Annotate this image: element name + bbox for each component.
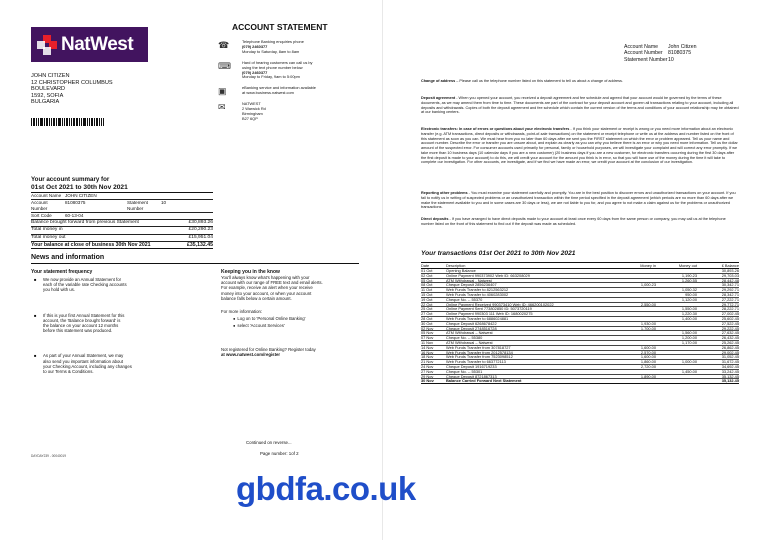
tx-balance: 29,772.71 — [697, 302, 739, 307]
tx-date: 05 Nov — [421, 331, 446, 336]
customer-address — [31, 73, 113, 106]
tx-date: 01 Oct — [421, 269, 446, 274]
tx-balance: 31,052.45 — [697, 355, 739, 360]
tx-balance: 25,602.45 — [697, 316, 739, 321]
tx-balance: 30,342.71 — [697, 283, 739, 288]
tx-date: 16 Nov — [421, 350, 446, 355]
account-meta — [624, 44, 697, 63]
tx-description: Web Funds Transfer from 2012578134 — [446, 350, 611, 355]
tx-date: 11 Nov — [421, 340, 446, 345]
news-sub-bullet: ● Log on to 'Personal Online Banking' — [233, 316, 306, 322]
tx-date: 18 Nov — [421, 355, 446, 360]
tx-money-out: 1,050.32 — [656, 288, 697, 293]
tx-description: ATM Withdrawal – Natwest — [446, 331, 611, 336]
tx-balance: 28,442.48 — [697, 278, 739, 283]
statement-frequency-heading: Your statement frequency — [31, 269, 93, 275]
news-bullet: ■ If this is your first Annual Statement for this account, the 'Balance brought forward' is the balance on your account 12 months before this statement was produced. — [31, 313, 217, 334]
tx-description: Opening Balance — [446, 269, 611, 274]
tx-money-in: 1,890.00 — [611, 374, 656, 379]
tx-money-in: 1,930.00 — [611, 321, 656, 326]
address-line: BULGARIA — [31, 99, 60, 106]
tx-money-out: 950.00 — [656, 292, 697, 297]
textphone-contact: ⌨ Hard of hearing customers can call us by using the text phone number below (079) 2460377 Monday to Friday, 9am to 5:00pm — [218, 59, 313, 80]
electronic-transfers-note: Electronic transfers: In case of errors or questions about your electronic transfers - If you think your statement or receipt is wrong or you need more information about an electronic transfer (e.g. ATM transactions, direct deposits or withdrawals, point-of-sale transactions) on the statement or receipt telephone or write us at the address and number listed on the front of this statement as soon as you can. We must hear from you no later than 60 days after we sent you the FIRST statement on which the error or problem appeared. Tell us your name and account number. Describe the error or transfer you are unsure about, and explain as clearly as you can why you believe there is an error or why you need more information. Tell us the dollar amount of the suspected error. For consumer accounts used primarily for personal, family or household purposes, we will investigate your complaint and will correct any error promptly. If we take more than 10 business days (10 calendar days if you are a new customer) (20 business days if you are a new customer, for electronic transfers occurring during the first 30 days after the first deposit is made to your account) to do this, we will credit your account for the amount you think is in error, so that you will have use of the money during the time it will take to complete our investigation. For other accounts, we investigate, and if we find we have made an error, we credit your account at the conclusion of our investigation. — [421, 127, 738, 165]
phone-contact: ☎ Telephone Banking enquiries phone (079) 2460377 Monday to Saturday, 8am to 8am — [218, 39, 304, 54]
envelope-icon: ✉ — [218, 102, 226, 113]
transactions-table — [421, 262, 739, 384]
keeping-informed-heading: Keeping you in the know — [221, 269, 280, 275]
tx-balance: 35,132.45 — [697, 374, 739, 379]
tx-date: 21 Nov — [421, 360, 446, 365]
tx-description: Cheque Deposit 6268678422 — [446, 321, 611, 326]
change-of-address-note: Change of address – Please call us the telephone number listed on this statement to tell us about a change of address. — [421, 79, 623, 83]
tx-balance: 25,262.45 — [697, 340, 739, 345]
tx-date: 30 Nov — [421, 379, 446, 384]
tx-description: Web Funds Transfer to 6886024881 — [446, 316, 611, 321]
bank-name: NatWest — [61, 33, 134, 55]
account-summary — [31, 176, 213, 249]
keeping-informed-column: Keeping you in the know You'll always know what's happening with your account with our range of FREE text and email alerts. For example, receive an alert when your receive money into your account, or when your account balance falls below a certain amount. For more information: ● Log on to 'Personal Online Banking' ● select 'Account Services' Not registered for Online Banking? Register today at www.natwest.com/register — [217, 269, 357, 374]
tx-balance: 28,222.71 — [697, 307, 739, 312]
tx-balance: 29,292.71 — [697, 288, 739, 293]
watermark-text: gbdfa.co.uk — [236, 470, 416, 507]
tx-money-out: 1,120.00 — [656, 297, 697, 302]
tx-date: 27 Nov — [421, 369, 446, 374]
computer-icon: ▣ — [218, 86, 227, 97]
tx-description: Web Funds Transfer to 4060283002 — [446, 292, 611, 297]
tx-description: Online Payment 990373902 Web ID: 663208029 — [446, 273, 611, 278]
summary-period: 01st Oct 2021 to 30th Nov 2021 — [31, 184, 128, 191]
document-title: ACCOUNT STATEMENT — [232, 22, 328, 32]
tx-date: 25 Oct — [421, 307, 446, 312]
address-line: JOHN CITIZEN — [31, 73, 70, 79]
tx-money-in: 2,570.00 — [611, 350, 656, 355]
online-contact: ▣ eBanking service and information available at www.business.natwest.com — [218, 85, 316, 97]
tx-balance: 30,893.26 — [697, 269, 739, 274]
summary-money-out: Total money out £15,951.04 — [31, 235, 213, 242]
news-bullet: ■ As part of your Annual Statement, we may also send you important information about your Checking Account, including any changes to our Terms & Conditions. — [31, 353, 217, 374]
tx-description: ATM Withdrawal – Natwest — [446, 340, 611, 345]
statement-reverse-page — [382, 0, 764, 540]
col-header-money-in: Money in — [611, 263, 656, 269]
summary-account-name: Account Name JOHN CITIZEN — [31, 192, 213, 200]
tx-date: 29 Nov — [421, 374, 446, 379]
tx-description: Web Funds Transfer from 7523098512 — [446, 355, 611, 360]
textphone-icon: ⌨ — [218, 60, 231, 71]
register-link[interactable]: at www.natwest.com/register — [221, 351, 281, 357]
tx-description: Balance Carried Forward Next Statement — [446, 379, 611, 384]
news-bullet: ■ We now provide an Annual Statement for each of the variable rate Checking accounts you hold with us. — [31, 277, 217, 293]
tx-money-in: 2,720.00 — [611, 364, 656, 369]
tx-balance: 28,342.71 — [697, 292, 739, 297]
tx-date: 05 Oct — [421, 278, 446, 283]
tx-money-in: 1,600.00 — [611, 345, 656, 350]
tx-money-out: 1,400.00 — [656, 316, 697, 321]
tx-date: 14 Nov — [421, 345, 446, 350]
tx-balance: 29,703.03 — [697, 273, 739, 278]
tx-money-out: 1,220.30 — [656, 312, 697, 317]
table-row — [421, 379, 739, 384]
news-title: News and information — [31, 254, 359, 264]
col-header-date: Date — [421, 263, 446, 269]
meta-row: Account Name John Citizen — [624, 44, 697, 50]
col-header-money-out: Money out — [656, 263, 697, 269]
telephone-icon: ☎ — [218, 40, 230, 50]
tx-balance: 26,862.45 — [697, 345, 739, 350]
tx-description: Online Payment Sent 773802850 ID: 5073720119 — [446, 307, 611, 312]
tx-money-in: 1,860.00 — [611, 360, 656, 365]
tx-date: 02 Oct — [421, 273, 446, 278]
tx-balance: 27,632.45 — [697, 331, 739, 336]
deposit-agreement-note: Deposit agreement - When you opened your account, you received a deposit agreement and fee schedule and agreed that your account would be governed by the terms of these documents, as we may amend them from time to time. These documents are part of the contract for your deposit account and govern all transactions relating to your account, including all deposits and withdrawals. Copies of both the deposit agreement and fee schedule which contain the current version of the terms and conditions of your account relationship may be obtained at our banking centers. — [421, 96, 739, 115]
tx-money-out: 1,200.00 — [656, 336, 697, 341]
page-number: Page number: 1of 2 — [260, 451, 299, 456]
tx-date: 07 Nov — [421, 336, 446, 341]
reporting-problems-note: Reporting other problems - You must examine your statement carefully and promptly. You are in the best position to discover errors and unauthorized transactions on your account. If you fail to notify us in writing of suspected problems or an unauthorized transaction within the time period specified in the deposit agreement (which periods are no more than 60 days after we make the statement available to you and in some cases are 30 days or less), we are not liable to you for, and you agree to not make a claim against us for the problems or unauthorized transactions. — [421, 191, 736, 210]
continued-note: Continued on reverse... — [246, 440, 292, 445]
statement-frequency-column — [31, 269, 217, 374]
tx-money-out: 1,550.00 — [656, 307, 697, 312]
address-line: BOULEVARD — [31, 86, 66, 93]
tx-balance: 34,692.45 — [697, 364, 739, 369]
news-sub-bullet: ● select 'Account Services' — [233, 323, 285, 329]
col-header-description: Description — [446, 263, 611, 269]
tx-description: Cheque No. -- 55380 — [446, 336, 611, 341]
postal-contact: ✉ NATWEST 2 Warwick Rd Birmingham B27 6QP — [218, 101, 266, 121]
tx-balance: 26,432.45 — [697, 336, 739, 341]
news-and-information — [31, 254, 359, 374]
summary-account-number: Account Number 81080375 Statement Number 10 — [31, 200, 213, 213]
tx-description: Cheque No. -- 55301 — [446, 369, 611, 374]
col-header-balance: £ Balance — [697, 263, 739, 269]
tx-description: Cheque No. -- 55370 — [446, 297, 611, 302]
direct-deposits-note: Direct deposits - If you have arranged to have direct deposits made to your account at least once every 60 days from the same person or company, you may call us at the telephone number listed on the front of this statement to find out if the deposit was made as scheduled. — [421, 217, 726, 226]
tx-money-out — [656, 379, 697, 384]
address-line: 1592, SOFIA — [31, 92, 64, 99]
tx-balance: 27,222.71 — [697, 297, 739, 302]
contact-details — [216, 40, 376, 128]
tx-balance: 27,002.45 — [697, 312, 739, 317]
summary-balance-forward: Balance brought forward from previous Statement £30,893.26 — [31, 220, 213, 227]
tx-date: 19 Oct — [421, 297, 446, 302]
postal-barcode — [31, 118, 105, 126]
tx-date: 30 Oct — [421, 321, 446, 326]
tx-balance: 31,672.45 — [697, 360, 739, 365]
summary-money-in: Total money in £20,290.23 — [31, 227, 213, 234]
tx-money-in: 1,700.00 — [611, 326, 656, 331]
tx-description: Web Funds Transfer to 663772113 — [446, 360, 611, 365]
tx-money-out: 1,000.00 — [656, 360, 697, 365]
tx-description: Web Funds Transfer to 8212563212 — [446, 288, 611, 293]
tx-money-out: 1,190.23 — [656, 273, 697, 278]
tx-balance: 35,132.45 — [697, 379, 739, 384]
summary-sort-code: Sort Code 60-13-04 — [31, 213, 213, 220]
tx-date: 02 Nov — [421, 326, 446, 331]
meta-row: Statement Number 10 — [624, 56, 674, 63]
tx-date: 11 Oct — [421, 288, 446, 293]
tx-balance: 33,242.45 — [697, 369, 739, 374]
tx-money-out: 1,260.55 — [656, 278, 697, 283]
tx-date: 27 Oct — [421, 312, 446, 317]
tx-description: Online Payment Received 990373410 Web ID: 466200102022 — [446, 302, 611, 307]
meta-row: Account Number 81080375 — [624, 50, 692, 57]
address-line: 12 CHRISTOPHER COLUMBUS — [31, 79, 113, 86]
tx-balance: 29,002.45 — [697, 350, 739, 355]
summary-title: Your account summary for — [31, 176, 110, 183]
tx-money-in: 1,000.23 — [611, 283, 656, 288]
tx-description: Cheque Deposit 2856236407 — [446, 283, 611, 288]
transactions-title: Your transactions 01st Oct 2021 to 30th Nov 2021 — [421, 250, 576, 257]
tx-money-in: 2,550.00 — [611, 302, 656, 307]
tx-date: 08 Oct — [421, 283, 446, 288]
tx-description: Cheque Deposit 8721867313 — [446, 374, 611, 379]
tx-balance: 27,522.45 — [697, 321, 739, 326]
tx-date: 22 Oct — [421, 302, 446, 307]
tx-money-out: 1,170.00 — [656, 340, 697, 345]
natwest-cubes-icon — [37, 35, 57, 55]
tx-date: 28 Oct — [421, 316, 446, 321]
tx-description: Web Funds Transfer from 307818727 — [446, 345, 611, 350]
transactions-section — [421, 250, 739, 384]
tx-description: Online Payment 990303 111 Web ID: 1680020275 — [446, 312, 611, 317]
tx-date: 24 Nov — [421, 364, 446, 369]
tx-money-in: 1,600.00 — [611, 355, 656, 360]
tx-money-in — [611, 379, 656, 384]
tx-balance: 29,222.45 — [697, 326, 739, 331]
summary-closing-balance: Your balance at close of business 30th Nov 2021 £35,132.45 — [31, 241, 213, 248]
tx-description: ATM Withdrawal - Natwest — [446, 278, 611, 283]
tx-date: 15 Oct — [421, 292, 446, 297]
tx-description: Cheque Deposit 2748516728 — [446, 326, 611, 331]
natwest-logo — [31, 27, 148, 62]
tx-money-out: 1,560.00 — [656, 331, 697, 336]
document-code: DAYDAY239 - 00040019 — [31, 454, 66, 458]
tx-description: Cheque Deposit 1916719233 — [446, 364, 611, 369]
tx-money-out: 1,450.00 — [656, 369, 697, 374]
